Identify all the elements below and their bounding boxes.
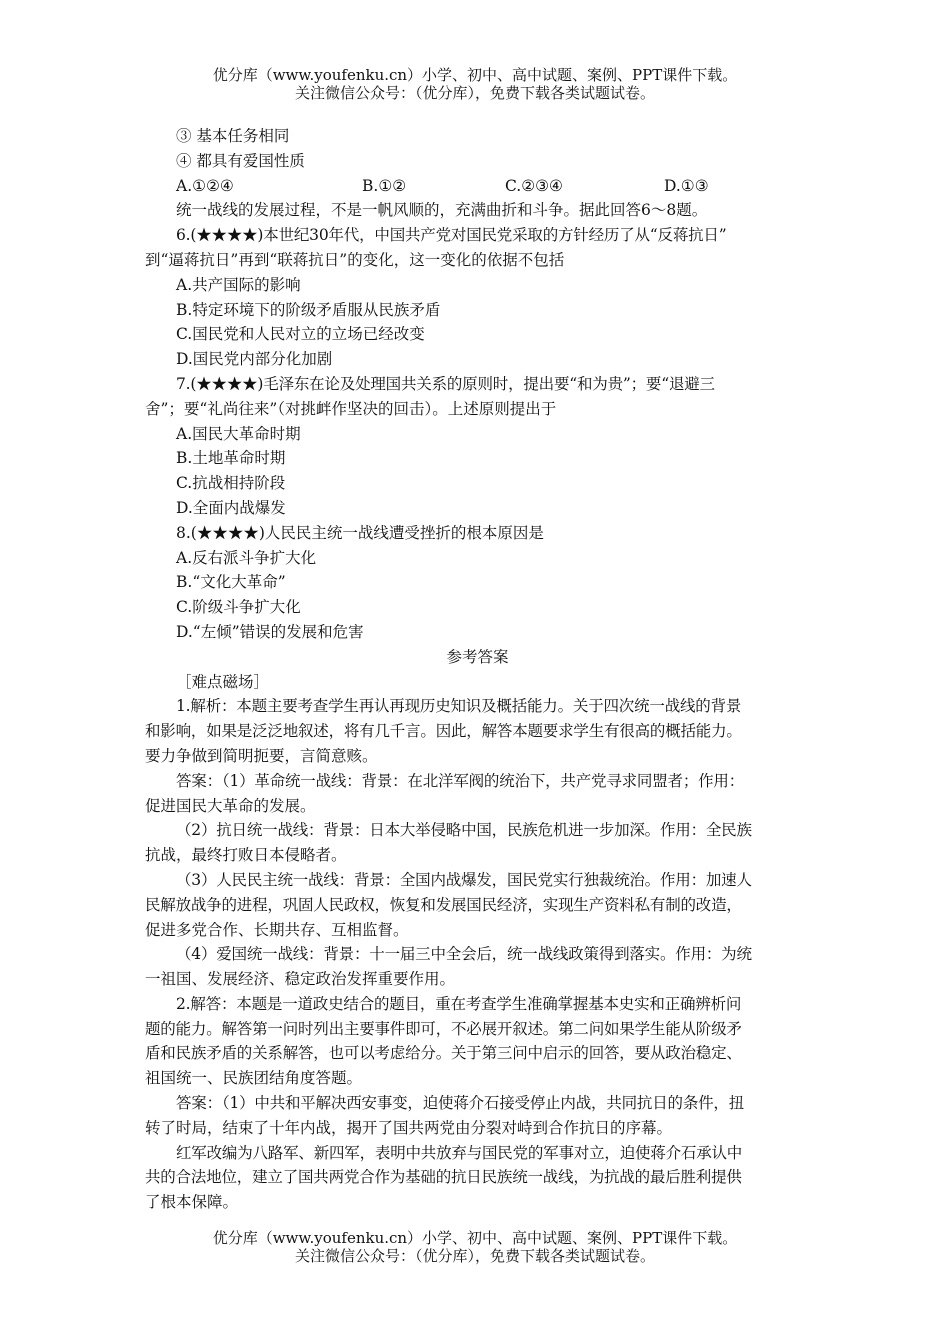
- q6-stem: 6.(★★★★)本世纪30年代，中国共产党对国民党采取的方针经历了从“反蒋抗日”: [176, 226, 727, 245]
- q7-option: A.国民大革命时期: [176, 424, 301, 443]
- q6-stem-cont: 到“逼蒋抗日”再到“联蒋抗日”的变化，这一变化的依据不包括: [145, 250, 565, 269]
- section-intro: 统一战线的发展过程，不是一帆风顺的，充满曲折和斗争。据此回答6～8题。: [176, 201, 708, 220]
- document-body: [145, 124, 810, 1215]
- header-line-2: 关注微信公众号：（优分库），免费下载各类试题试卷。: [294, 84, 655, 102]
- a1-answer-1: 促进国民大革命的发展。: [145, 796, 316, 815]
- answers-section-label: ［难点磁场］: [176, 672, 270, 691]
- a1-answer-1: 答案：（1）革命统一战线：背景：在北洋军阀的统治下，共产党寻求同盟者；作用：: [176, 771, 745, 790]
- a1-answer-3: （3）人民民主统一战线：背景：全国内战爆发，国民党实行独裁统治。作用：加速人: [176, 870, 752, 889]
- q7-stem-cont: 舍”；要“礼尚往来”（对挑衅作坚决的回击）。上述原则提出于: [145, 399, 557, 418]
- q5-choice-a: A.①②④: [176, 176, 234, 195]
- a1-answer-3: 民解放战争的进程，巩固人民政权，恢复和发展国民经济，实现生产资料私有制的改造，: [145, 895, 742, 914]
- a2-answer-2: 红军改编为八路军、新四军，表明中共放弃与国民党的军事对立，迫使蒋介石承认中: [176, 1143, 743, 1162]
- a1-analysis: 和影响，如果是泛泛地叙述，将有几千言。因此，解答本题要求学生有很高的概括能力。: [145, 722, 742, 741]
- a2-answer-1: 答案：（1）中共和平解决西安事变，迫使蒋介石接受停止内战，共同抗日的条件，扭: [176, 1094, 745, 1113]
- a1-answer-3: 促进多党合作、长期共存、互相监督。: [145, 920, 409, 939]
- a1-answer-2: （2）抗日统一战线：背景：日本大举侵略中国，民族危机进一步加深。作用：全民族: [176, 821, 752, 840]
- q7-stem: 7.(★★★★)毛泽东在论及处理国共关系的原则时，提出要“和为贵”；要“退避三: [176, 374, 715, 393]
- q7-option: C.抗战相持阶段: [176, 474, 286, 493]
- a1-answer-2: 抗战，最终打败日本侵略者。: [145, 846, 347, 865]
- a2-answer-2: 了根本保障。: [145, 1193, 239, 1212]
- q6-option: C.国民党和人民对立的立场已经改变: [176, 325, 425, 344]
- q6-option: A.共产国际的影响: [176, 275, 301, 294]
- page-footer: [0, 1229, 950, 1265]
- a2-analysis: 盾和民族矛盾的关系解答，也可以考虑给分。关于第三问中启示的回答，要从政治稳定、: [145, 1044, 742, 1063]
- q6-option: B.特定环境下的阶级矛盾服从民族矛盾: [176, 300, 441, 319]
- q6-option: D.国民党内部分化加剧: [176, 350, 333, 369]
- a1-analysis: 要力争做到简明扼要，言简意赅。: [145, 746, 378, 765]
- footer-line-1: 优分库（www.youfenku.cn）小学、初中、高中试题、案例、PPT课件下载。: [212, 1229, 738, 1247]
- a1-answer-4: （4）爱国统一战线：背景：十一届三中全会后，统一战线政策得到落实。作用：为统: [176, 945, 752, 964]
- answers-title: 参考答案: [446, 647, 509, 666]
- a2-analysis: 祖国统一、民族团结角度答题。: [145, 1069, 363, 1088]
- a2-answer-2: 共的合法地位，建立了国共两党合作为基础的抗日民族统一战线，为抗战的最后胜利提供: [145, 1168, 742, 1187]
- footer-line-2: 关注微信公众号：（优分库），免费下载各类试题试卷。: [294, 1247, 655, 1265]
- q5-item: ③ 基本任务相同: [176, 127, 290, 145]
- a1-analysis: 1.解析：本题主要考查学生再认再现历史知识及概括能力。关于四次统一战线的背景: [176, 697, 742, 716]
- a2-analysis: 2.解答：本题是一道政史结合的题目，重在考查学生准确掌握基本史实和正确辨析问: [176, 994, 742, 1013]
- q5-choice-d: D.①③: [664, 176, 709, 195]
- header-line-1: 优分库（www.youfenku.cn）小学、初中、高中试题、案例、PPT课件下载。: [212, 66, 738, 84]
- a2-analysis: 题的能力。解答第一问时列出主要事件即可，不必展开叙述。第二问如果学生能从阶级矛: [145, 1019, 742, 1038]
- q5-item: ④ 都具有爱国性质: [176, 151, 305, 170]
- q8-stem: 8.(★★★★)人民民主统一战线遭受挫折的根本原因是: [176, 523, 544, 542]
- page-header: [0, 66, 950, 102]
- q7-option: D.全面内战爆发: [176, 498, 286, 517]
- q5-choice-b: B.①②: [362, 176, 407, 195]
- a2-answer-1: 转了时局，结束了十年内战，揭开了国共两党由分裂对峙到合作抗日的序幕。: [145, 1118, 673, 1137]
- q7-option: B.土地革命时期: [176, 449, 286, 468]
- a1-answer-4: 一祖国、发展经济、稳定政治发挥重要作用。: [145, 970, 456, 989]
- q8-option: A.反右派斗争扩大化: [176, 548, 317, 567]
- q5-choices: [145, 174, 810, 199]
- q8-option: C.阶级斗争扩大化: [176, 598, 301, 617]
- q5-choice-c: C.②③④: [505, 176, 563, 195]
- q8-option: D.“左倾”错误的发展和危害: [176, 622, 364, 641]
- q8-option: B.“文化大革命”: [176, 573, 286, 592]
